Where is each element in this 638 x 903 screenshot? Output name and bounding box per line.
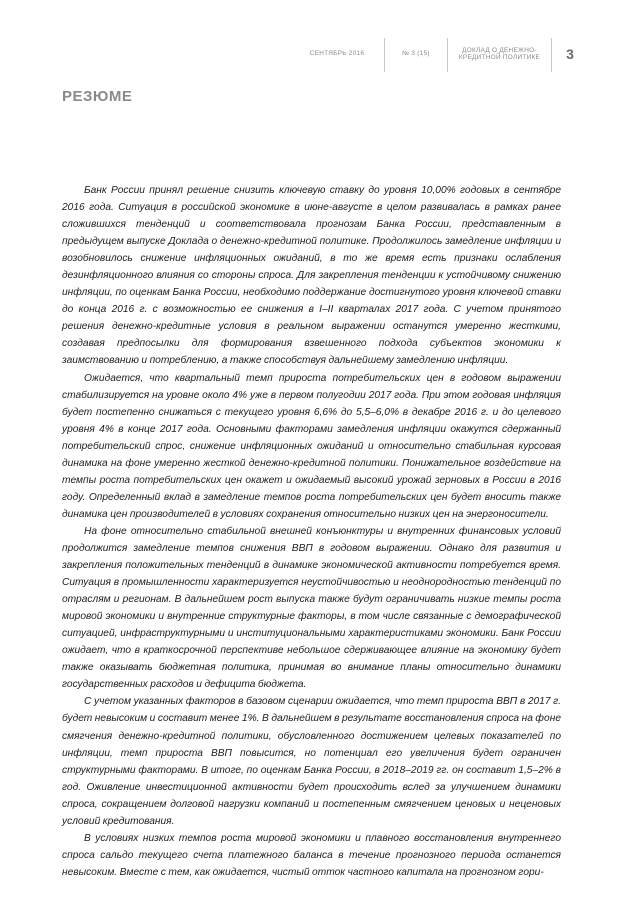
paragraph: В условиях низких темпов роста мировой экономики и плавного восстановления внутреннего спроса сальдо текущего счета платежного баланса в течение прогнозного периода останется невысоким. Вместе с тем, как ожидается, чистый отток частного капитала на прогнозном гори- [62, 832, 561, 878]
paragraph: Банк России принял решение снизить ключевую ставку до уровня 10,00% годовых в сентябре 2016 года. Ситуация в российской экономике в июне-августе в целом развивалась в рамках ранее сложившихся тенденций и соответствовала прогнозам Банка России, представленным в предыдущем выпуске Доклада о денежно-кредитной политике. Продолжилось замедление инфляции и возобновилось снижение инфляционных ожиданий, в то же время есть признаки ослабления дезинфляционного влияния со стороны спроса. Для закрепления тенденции к устойчивому снижению инфляции, по оценкам Банка России, необходимо поддержание достигнутого уровня ключевой ставки до конца 2016 г. с возможностью ее снижения в I–II кварталах 2017 года. С учетом принятого решения денежно-кредитные условия в реальном выражении останутся умеренно жесткими, создавая предпосылки для формирования взвешенного подхода субъектов экономики к заимствованию и потреблению, а также способствуя дальнейшему замедлению инфляции. [62, 185, 561, 367]
page-header [290, 34, 595, 74]
section-title: РЕЗЮМЕ [62, 88, 133, 105]
paragraph: Ожидается, что квартальный темп прироста потребительских цен в годовом выражении стабилизируется на уровне около 4% уже в первом полугодии 2017 года. При этом годовая инфляция будет постепенно снижаться с текущего уровня 6,6% до 5,5–6,0% в декабре 2016 г. и до целевого уровня 4% в конце 2017 года. Основными факторами замедления инфляции окажутся сдержанный потребительский спрос, снижение инфляционных ожиданий и относительно стабильная курсовая динамика на фоне умеренно жесткой денежно-кредитной политики. Понижательное воздействие на темпы роста потребительских цен окажет и ожидаемый высокий урожай зерновых в России в 2016 году. Определенный вклад в замедление темпов роста потребительских цен будет вносить также динамика цен производителей в условиях сохранения относительно низких цен на энергоносители. [62, 372, 561, 520]
paragraph: На фоне относительно стабильной внешней конъюнктуры и внутренних финансовых условий продолжится замедление темпов снижения ВВП в годовом выражении. Однако для развития и закрепления положительных тенденций в динамике экономической активности потребуется время. Ситуация в промышленности характеризуется неустойчивостью и неоднородностью тенденций по отраслям и регионам. В дальнейшем рост выпуска также будут ограничивать низкие темпы роста мировой экономики и внутренние структурные факторы, в том числе связанные с демографической ситуацией, инфраструктурными и институциональными характеристиками экономики. Банк России ожидает, что в краткосрочной перспективе небольшое сдерживающее влияние на экономику будет также оказывать бюджетная политика, принимая во внимание планы относительно динамики государственных расходов и дефицита бюджета. [62, 525, 561, 691]
header-report-title: ДОКЛАД О ДЕНЕЖНО-КРЕДИТНОЙ ПОЛИТИКЕ [458, 46, 541, 61]
header-date: СЕНТЯБРЬ 2016 [309, 50, 365, 58]
header-issue: № 3 (15) [402, 50, 430, 58]
summary-body [62, 182, 561, 881]
paragraph: С учетом указанных факторов в базовом сценарии ожидается, что темп прироста ВВП в 2017 г. будет невысоким и составит менее 1%. В дальнейшем в результате восстановления спроса на фоне смягчения денежно-кредитной политики, обусловленного достижением целевых показателей по инфляции, темп прироста ВВП повысится, но потенциал его увеличения будет ограничен структурными факторами. В итоге, по оценкам Банка России, в 2018–2019 гг. он составит 1,5–2% в год. Оживление инвестиционной активности будет происходить вслед за улучшением динамики спроса, сокращением долговой нагрузки компаний и постепенным смягчением ценовых и неценовых условий кредитования. [62, 696, 561, 827]
page-number: 3 [566, 46, 574, 62]
